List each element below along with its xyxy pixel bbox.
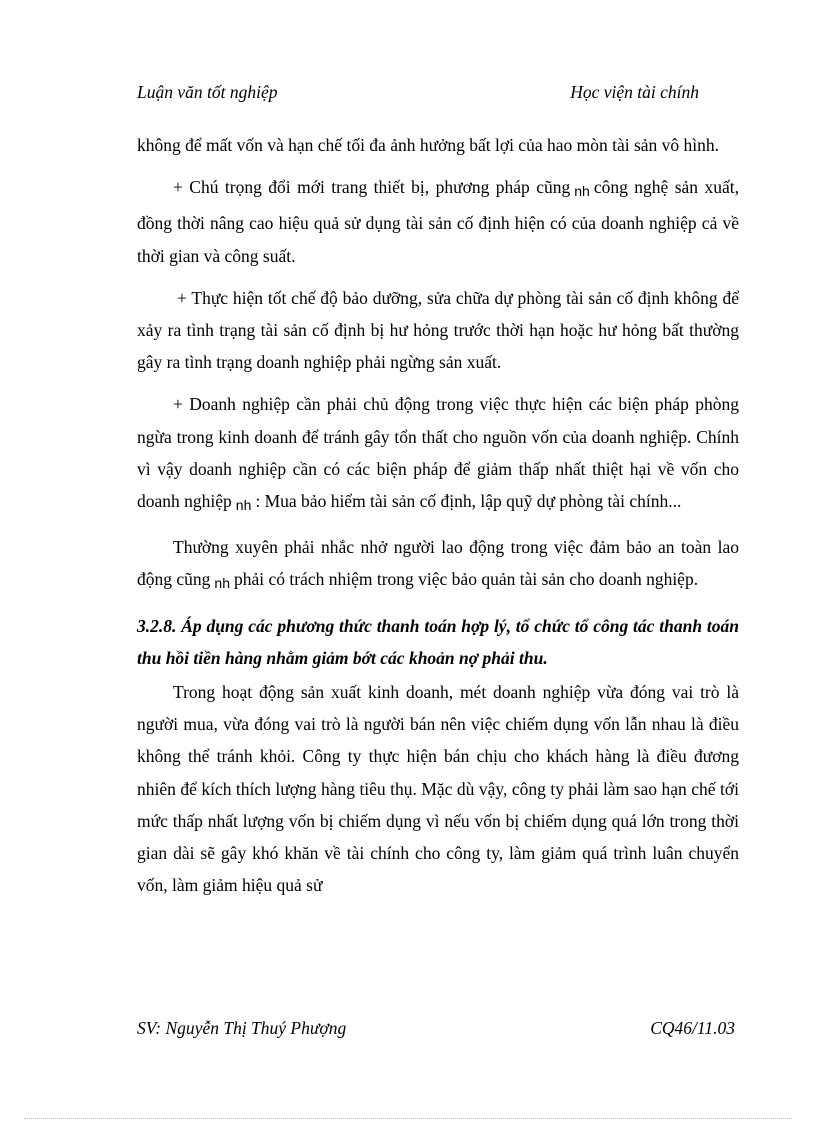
paragraph-text: + Chú trọng đổi mới trang thiết bị, phương pháp cũng	[173, 177, 571, 198]
page-edge-divider	[24, 1118, 792, 1119]
paragraph-risk-prevention	[137, 388, 739, 521]
document-body	[137, 129, 739, 911]
paragraph-continuation: không để mất vốn và hạn chế tối đa ảnh hưởng bất lợi của hao mòn tài sản vô hình.	[137, 135, 720, 155]
header-thesis-label: Luận văn tốt nghiệp	[137, 82, 278, 102]
abbreviation-nh: nh	[214, 575, 230, 592]
paragraph-text: phải có trách nhiệm trong việc bảo quản tài sản cho doanh nghiệp.	[233, 569, 699, 590]
paragraph-payment-methods: Trong hoạt động sản xuất kinh doanh, mét doanh nghiệp vừa đóng vai trò là người mua, vừa đóng vai trò là người bán nên việc chiếm dụng vốn lẫn nhau là điều không thể tránh khỏi. Công ty thực hiện bán chịu cho khách hàng là điều đương nhiên để kích thích lượng hàng tiêu thụ. Mặc dù vậy, công ty phải làm sao hạn chế tới mức thấp nhất lượng vốn bị chiếm dụng vì nếu vốn bị chiếm dụng quá lớn trong thời gian dài sẽ gây khó khăn về tài chính cho công ty, làm giảm quá trình luân chuyển vốn, làm giảm hiệu quả sử	[137, 682, 739, 896]
paragraph-maintenance: + Thực hiện tốt chế độ bảo dưỡng, sửa chữa dự phòng tài sản cố định không để xảy ra tình trạng tài sản cố định bị hư hỏng trước thời hạn hoặc hư hỏng bất thường gây ra tình trạng doanh nghiệp phải ngừng sản xuất.	[137, 287, 739, 373]
section-heading: 3.2.8. Áp dụng các phương thức thanh toán hợp lý, tổ chức tổ công tác thanh toán thu hồi tiền hàng nhằm giảm bớt các khoản nợ phải thu.	[137, 615, 739, 668]
paragraph-labor-safety	[137, 531, 739, 599]
paragraph-text: công nghệ sản xuất, đồng thời nâng cao hiệu quả sử dụng tài sản cố định hiện có của doanh nghiệp cả về thời gian và công suất.	[137, 177, 739, 266]
paragraph-equipment-renewal	[137, 171, 739, 272]
abbreviation-nh: nh	[235, 497, 252, 514]
abbreviation-nh: nh	[574, 183, 590, 200]
page-footer	[137, 1018, 735, 1042]
footer-class-code: CQ46/11.03	[650, 1018, 735, 1038]
header-institution: Học viện tài chính	[570, 82, 699, 102]
footer-student-name: SV: Nguyễn Thị Thuý Phượng	[137, 1018, 347, 1038]
paragraph-text: : Mua bảo hiểm tài sản cố định, lập quỹ dự phòng tài chính...	[255, 491, 682, 512]
paragraph-text: + Doanh nghiệp cần phải chủ động trong việc thực hiện các biện pháp phòng ngừa trong kinh doanh để tránh gây tổn thất cho nguồn vốn của doanh nghiệp. Chính vì vậy doanh nghiệp cần có các biện pháp để giảm thấp nhất thiệt hại về vốn cho doanh nghiệp	[137, 394, 739, 512]
page-header	[137, 82, 699, 106]
paragraph-text: Thường xuyên phải nhắc nhở người lao động trong việc đảm bảo an toàn lao động cũng	[137, 537, 739, 590]
